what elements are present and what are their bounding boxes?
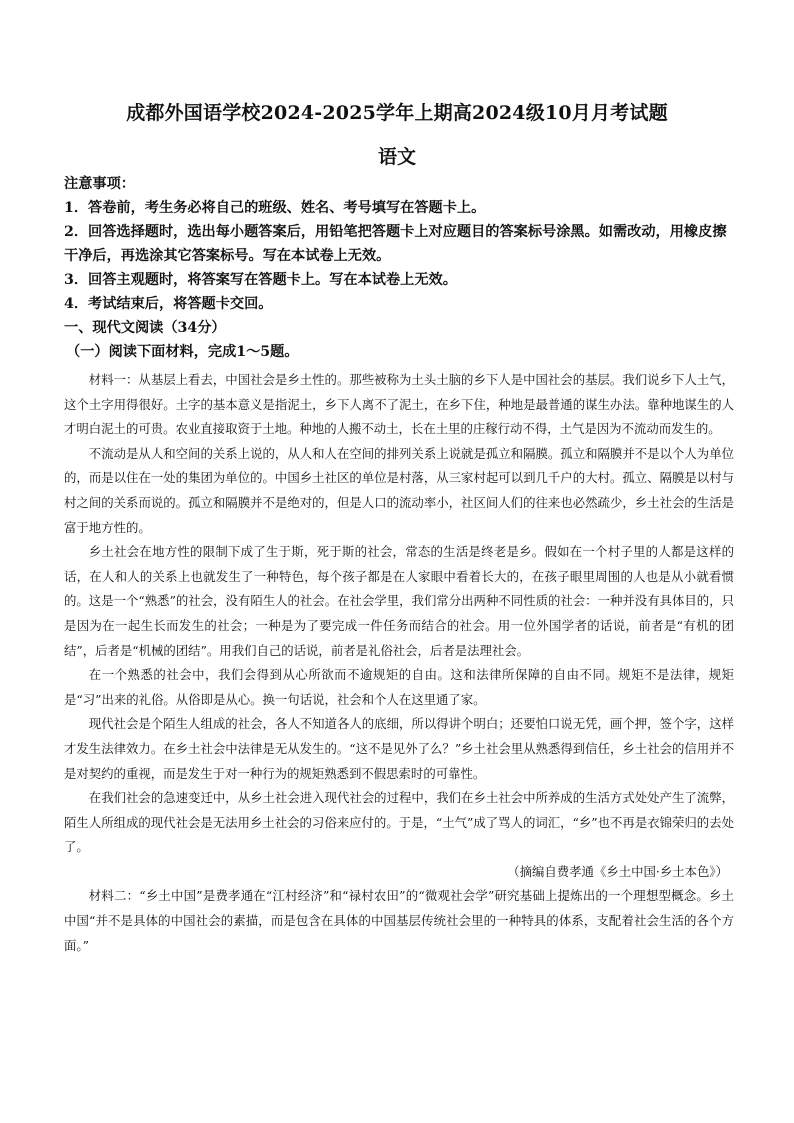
subject-title: 语文 (377, 146, 416, 168)
sub-section-heading: （一）阅读下面材料，完成1～5题。 (66, 344, 299, 360)
notice-item-3: 3．回答主观题时，将答案写在答题卡上。写在本试卷上无效。 (64, 272, 457, 288)
exam-title: 成都外国语学校2024-2025学年上期高2024级10月月考试题 (126, 102, 668, 124)
material1-paragraph: 现代社会是个陌生人组成的社会，各人不知道各人的底细，所以得讲个明白；还要怕口说无凭，画个押，签个字，这样才发生法律效力。在乡土社会中法律是无从发生的。“这不是见外了么？”乡土社会里从熟悉得到信任，乡土社会的信用并不是对契约的重视，而是发生于对一种行为的规矩熟悉到不假思索时的可靠性。 (64, 716, 734, 781)
material1-paragraph: 在一个熟悉的社会中，我们会得到从心所欲而不逾规矩的自由。这和法律所保障的自由不同。规矩不是法律，规矩是“习”出来的礼俗。从俗即是从心。换一句话说，社会和个人在这里通了家。 (64, 667, 734, 707)
material1-source: （摘编自费孝通《乡土中国·乡土本色》） (507, 863, 728, 879)
material1-paragraph: 材料一：从基层上看去，中国社会是乡土性的。那些被称为土头土脑的乡下人是中国社会的基层。我们说乡下人土气，这个土字用得很好。土字的基本意义是指泥土，乡下人离不了泥土，在乡下住，种地是最普通的谋生办法。靠种地谋生的人才明白泥土的可贵。农业直接取资于土地。种地的人搬不动土，长在土里的庄稼行动不得，土气是因为不流动而发生的。 (64, 372, 734, 437)
notice-item-2: 2．回答选择题时，选出每小题答案后，用铅笔把答题卡上对应题目的答案标号涂黑。如需改动，用橡皮擦干净后，再选涂其它答案标号。写在本试卷上无效。 (64, 224, 727, 264)
notice-heading: 注意事项： (64, 176, 135, 192)
material2-paragraph: 材料二：“乡土中国”是费孝通在“江村经济”和“禄村农田”的“微观社会学”研究基础上提炼出的一个理想型概念。乡土中国“并不是具体的中国社会的素描，而是包含在具体的中国基层传统社会里的一种特具的体系，支配着社会生活的各个方面。” (64, 888, 734, 953)
material1-paragraph: 乡土社会在地方性的限制下成了生于斯，死于斯的社会，常态的生活是终老是乡。假如在一个村子里的人都是这样的话，在人和人的关系上也就发生了一种特色，每个孩子都是在人家眼中看着长大的，在孩子眼里周围的人也是从小就看惯的。这是一个“熟悉”的社会，没有陌生人的社会。在社会学里，我们常分出两种不同性质的社会：一种并没有具体目的，只是因为在一起生长而发生的社会；一种是为了要完成一件任务而结合的社会。用一位外国学者的话说，前者是“有机的团结”，后者是“机械的团结”。用我们自己的话说，前者是礼俗社会，后者是法理社会。 (64, 544, 734, 658)
notice-item-4: 4．考试结束后，将答题卡交回。 (64, 296, 273, 312)
material1-paragraph: 不流动是从人和空间的关系上说的，从人和人在空间的排列关系上说就是孤立和隔膜。孤立和隔膜并不是以个人为单位的，而是以住在一处的集团为单位的。中国乡土社区的单位是村落，从三家村起可以到几千户的大村。孤立、隔膜是以村与村之间的关系而说的。孤立和隔膜并不是绝对的，但是人口的流动率小，社区间人们的往来也必然疏少，乡土社会的生活是富于地方性的。 (64, 445, 734, 535)
section-heading: 一、现代文阅读（34分） (64, 320, 226, 336)
exam-content (64, 172, 734, 958)
notice-item-1: 1．答卷前，考生务必将自己的班级、姓名、考号填写在答题卡上。 (64, 200, 486, 216)
material1-paragraph: 在我们社会的急速变迁中，从乡土社会进入现代社会的过程中，我们在乡土社会中所养成的生活方式处处产生了流弊，陌生人所组成的现代社会是无法用乡土社会的习俗来应付的。于是，“土气”成了骂人的词汇，“乡”也不再是衣锦荣归的去处了。 (64, 790, 734, 855)
